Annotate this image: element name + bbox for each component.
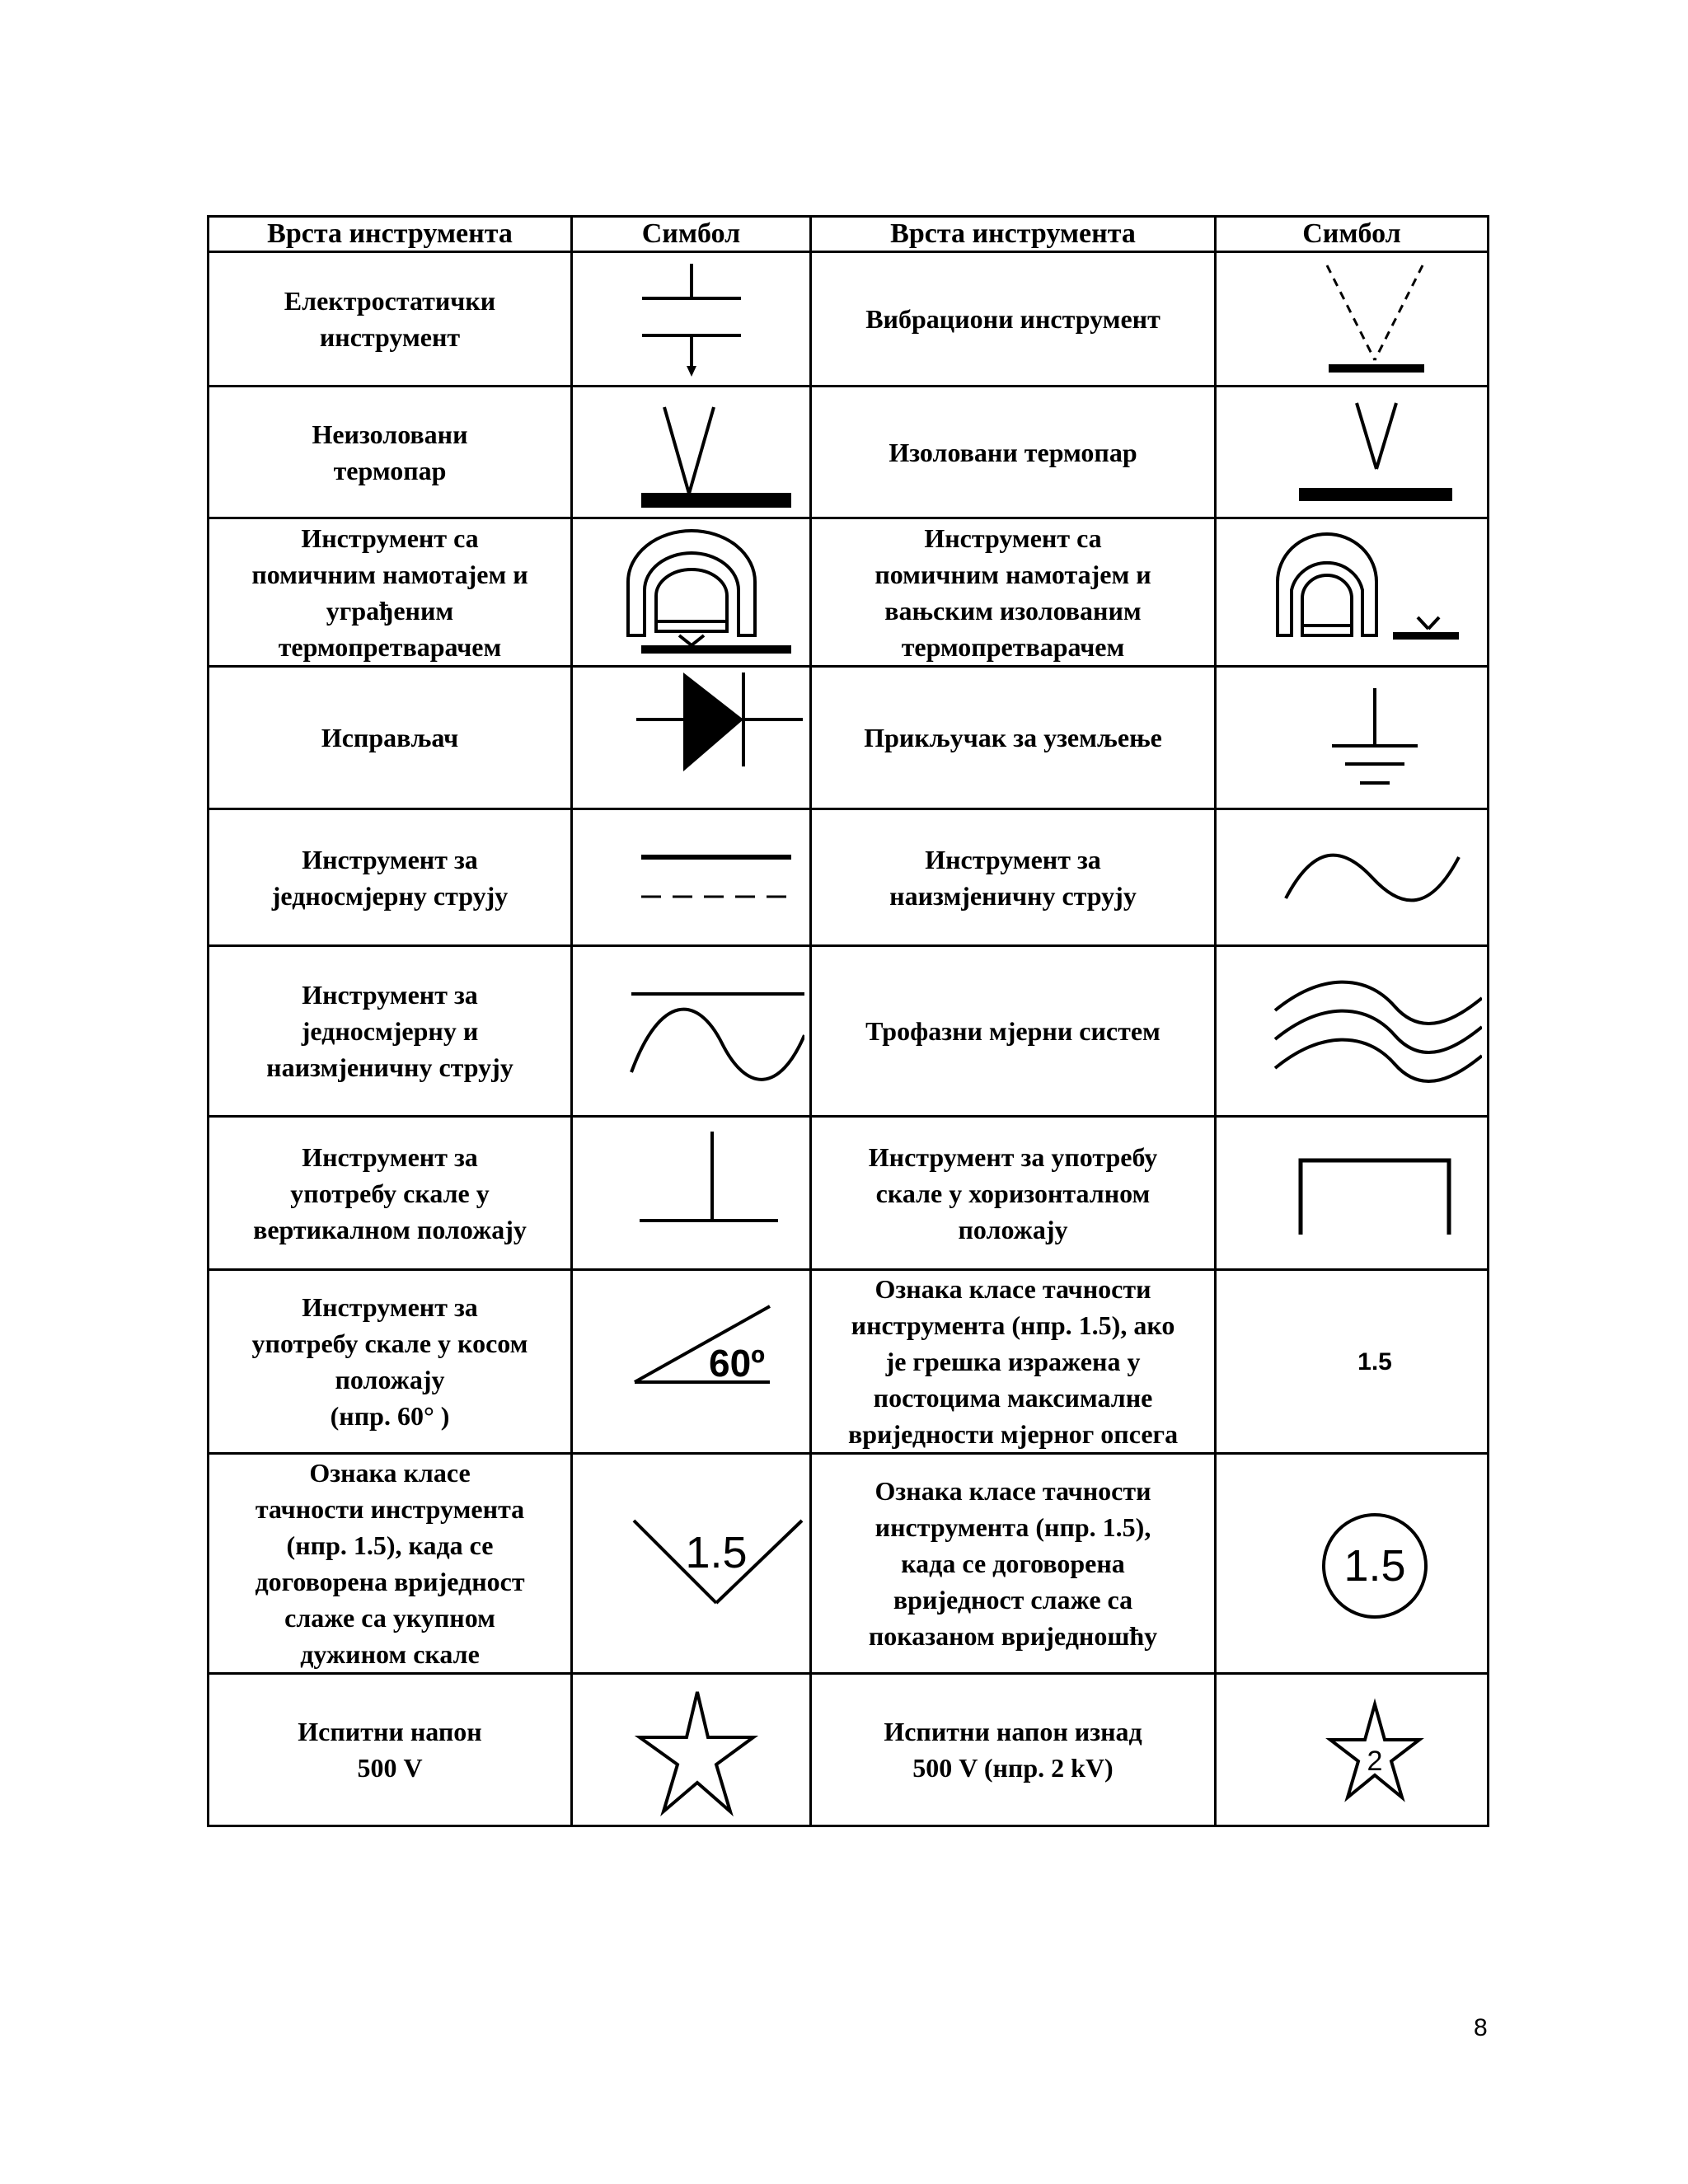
table-row xyxy=(209,1454,1489,1674)
table-row xyxy=(209,809,1489,946)
horizontal-scale-icon xyxy=(1228,1119,1475,1268)
accuracy-class-value: 1.5 xyxy=(685,1527,748,1577)
instrument-name: Испитни напон изнад 500 V (нпр. 2 kV) xyxy=(811,1674,1216,1826)
instrument-name: Инструмент са помичним намотајем и вањским изолованим термопретварачем xyxy=(811,518,1216,667)
table-row xyxy=(209,1270,1489,1454)
table-row xyxy=(209,667,1489,809)
instrument-name: Инструмент за једносмјерну и наизмјеничну струју xyxy=(209,946,572,1117)
three-phase-icon xyxy=(1221,949,1482,1113)
electrostatic-instrument-icon xyxy=(580,257,803,381)
instrument-name: Вибрациони инструмент xyxy=(811,252,1216,387)
ac-dc-icon xyxy=(578,949,804,1113)
ground-terminal-icon xyxy=(1228,668,1475,808)
instrument-symbols-table xyxy=(207,215,1489,1827)
inclined-scale-icon xyxy=(580,1273,803,1451)
insulated-thermocouple-icon xyxy=(1228,391,1475,514)
instrument-name: Неизоловани термопар xyxy=(209,387,572,518)
uninsulated-thermocouple-icon xyxy=(580,391,803,514)
instrument-name: Изоловани термопар xyxy=(811,387,1216,518)
test-voltage-star-icon xyxy=(580,1675,803,1824)
vibration-instrument-icon xyxy=(1228,257,1475,381)
instrument-name: Инструмент за употребу скале у хоризонталном положају xyxy=(811,1117,1216,1270)
direct-current-icon xyxy=(580,816,803,940)
instrument-name: Инструмент за наизмјеничну струју xyxy=(811,809,1216,946)
table-row xyxy=(209,518,1489,667)
table-row xyxy=(209,252,1489,387)
vertical-scale-icon xyxy=(580,1119,803,1268)
rectifier-diode-icon xyxy=(580,668,803,808)
accuracy-class-text-icon xyxy=(1228,1273,1475,1451)
instrument-name: Ознака класе тачности инструмента (нпр. 1.5), када се договорена вриједност слаже са показаном вриједношћу xyxy=(811,1454,1216,1674)
instrument-name: Инструмент за употребу скале у косом положају (нпр. 60° ) xyxy=(209,1270,572,1454)
table-row xyxy=(209,387,1489,518)
moving-coil-built-in-thermoconverter-icon xyxy=(580,520,803,664)
accuracy-class-value: 1.5 xyxy=(1357,1347,1392,1376)
table-row xyxy=(209,1674,1489,1826)
moving-coil-external-thermoconverter-icon xyxy=(1228,520,1475,664)
table-row xyxy=(209,946,1489,1117)
instrument-name: Ознака класе тачности инструмента (нпр. 1.5), када се договорена вриједност слаже са укупном дужином скале xyxy=(209,1454,572,1674)
instrument-name: Ознака класе тачности инструмента (нпр. 1.5), ако је грешка изражена у постоцима максималне вриједности мјерног опсега xyxy=(811,1270,1216,1454)
instrument-name: Инструмент са помичним намотајем и уграђеним термопретварачем xyxy=(209,518,572,667)
instrument-name: Испитни напон 500 V xyxy=(209,1674,572,1826)
alternating-current-icon xyxy=(1228,816,1475,940)
header-instrument-type: Врста инструмента xyxy=(209,217,572,252)
accuracy-class-circle-icon xyxy=(1228,1459,1475,1669)
header-symbol: Симбол xyxy=(572,217,811,252)
instrument-name: Трофазни мјерни систем xyxy=(811,946,1216,1117)
header-symbol: Симбол xyxy=(1216,217,1489,252)
test-voltage-star-2-icon xyxy=(1228,1675,1475,1824)
instrument-name: Инструмент за употребу скале у вертикалном положају xyxy=(209,1117,572,1270)
instrument-name: Исправљач xyxy=(209,667,572,809)
table-row xyxy=(209,1117,1489,1270)
table-header-row xyxy=(209,217,1489,252)
instrument-name: Електростатички инструмент xyxy=(209,252,572,387)
instrument-name: Прикључак за уземљење xyxy=(811,667,1216,809)
page-number: 8 xyxy=(1474,2014,1488,2041)
inclined-scale-angle-label: 60º xyxy=(708,1341,765,1385)
test-voltage-value: 2 xyxy=(1367,1746,1383,1777)
accuracy-class-value: 1.5 xyxy=(1343,1540,1406,1591)
instrument-name: Инструмент за једносмјерну струју xyxy=(209,809,572,946)
accuracy-class-v-icon xyxy=(578,1459,804,1669)
header-instrument-type: Врста инструмента xyxy=(811,217,1216,252)
